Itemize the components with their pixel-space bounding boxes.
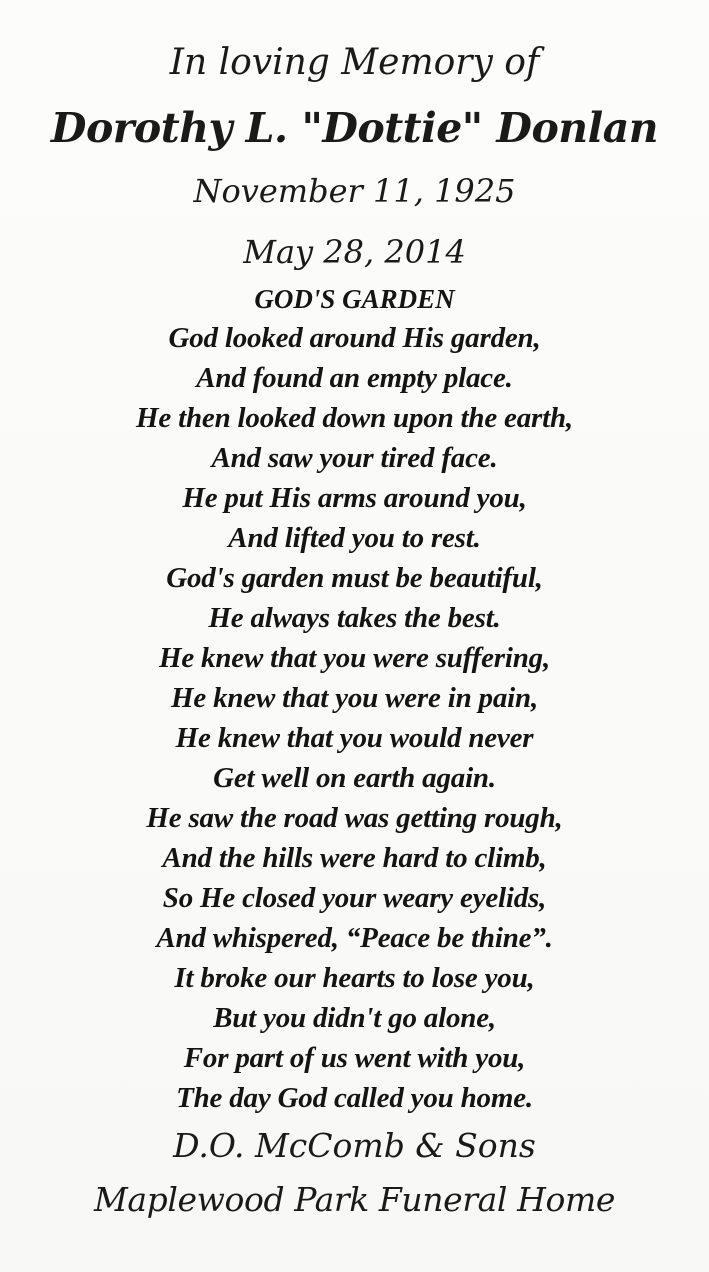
poem-line: And saw your tired face. [211, 442, 498, 474]
poem-line: Get well on earth again. [213, 762, 496, 794]
poem-title: GOD'S GARDEN [254, 284, 455, 314]
poem-line: He put His arms around you, [182, 482, 527, 514]
poem-line: And found an empty place. [196, 362, 513, 394]
poem-line: The day God called you home. [176, 1082, 533, 1114]
poem-line: He knew that you would never [175, 722, 534, 754]
poem-line: It broke our hearts to lose you, [174, 962, 535, 994]
poem-line: He saw the road was getting rough, [146, 802, 563, 834]
poem-line: He then looked down upon the earth, [136, 402, 573, 434]
poem-line: God looked around His garden, [168, 322, 541, 354]
poem-line: And whispered, “Peace be thine”. [156, 922, 553, 954]
funeral-home: Maplewood Park Funeral Home [93, 1180, 616, 1219]
poem-line: God's garden must be beautiful, [166, 562, 543, 594]
deceased-name: Dorothy L. "Dottie" Donlan [50, 104, 659, 152]
poem-line: For part of us went with you, [183, 1042, 526, 1074]
memorial-heading: In loving Memory of [169, 42, 540, 83]
funeral-director: D.O. McComb & Sons [173, 1126, 536, 1165]
death-date: May 28, 2014 [243, 233, 466, 271]
poem-line: And lifted you to rest. [228, 522, 481, 554]
poem-line: But you didn't go alone, [213, 1002, 496, 1034]
poem-line: So He closed your weary eyelids, [162, 882, 547, 914]
poem-line: And the hills were hard to climb, [162, 842, 547, 874]
poem-line: He knew that you were suffering, [158, 642, 551, 674]
poem-line: He knew that you were in pain, [170, 682, 538, 714]
birth-date: November 11, 1925 [193, 172, 516, 210]
poem-line: He always takes the best. [208, 602, 501, 634]
